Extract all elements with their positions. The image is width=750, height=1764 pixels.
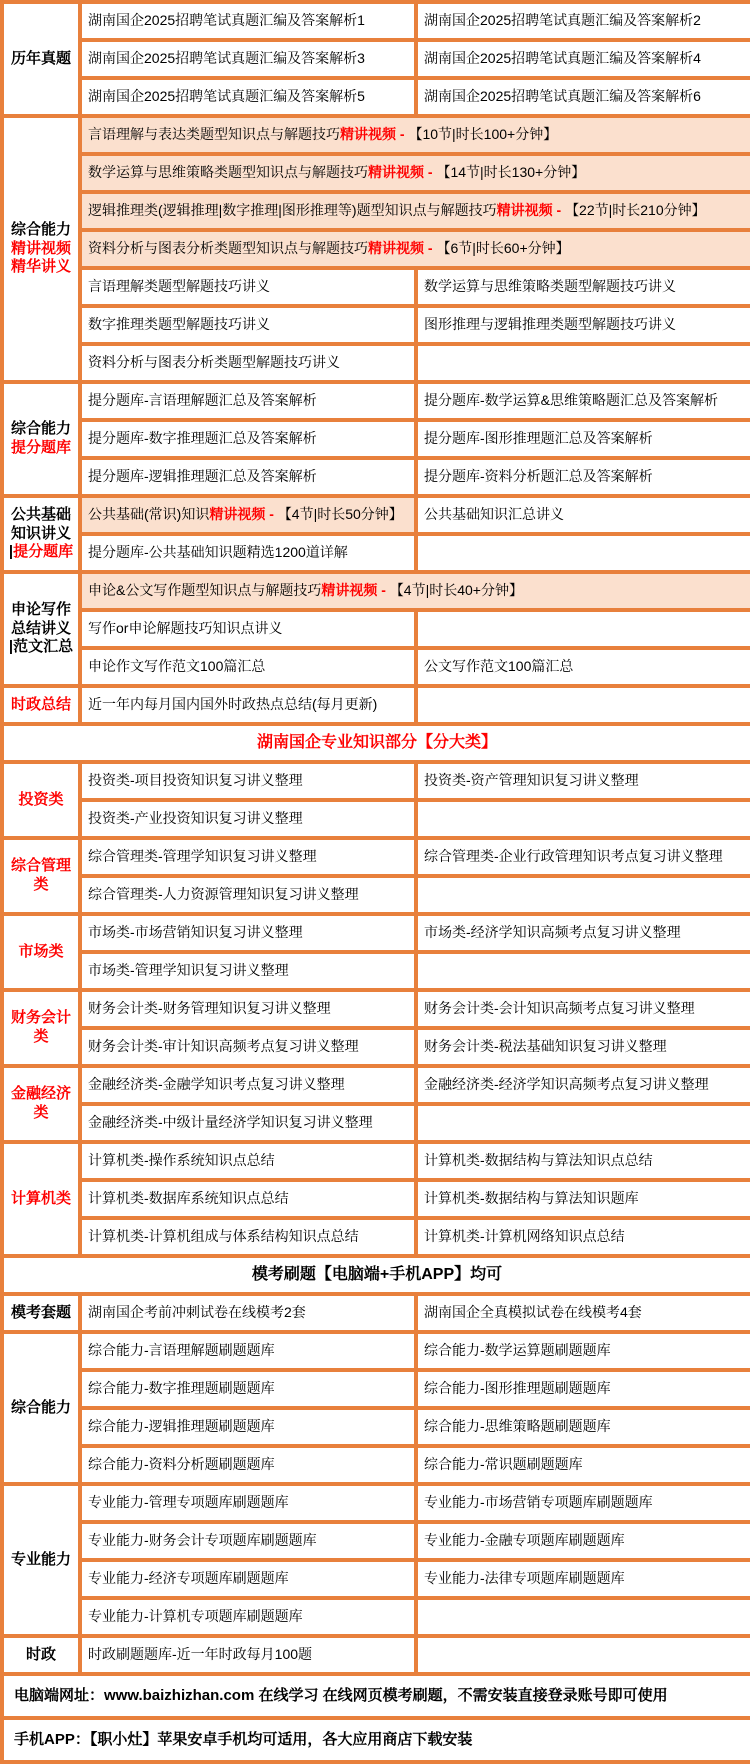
item-text: 模考刷题【电脑端+手机APP】均可 xyxy=(251,1266,503,1283)
highlighted-text: 综合管理类 xyxy=(10,857,71,893)
item-text: 专业能力 xyxy=(10,1550,71,1568)
course-item-cell xyxy=(80,572,750,610)
section-label-line xyxy=(6,221,76,240)
item-text: 综合能力-资料分析题刷题题库 xyxy=(88,1456,275,1473)
highlighted-text: 精讲视频 xyxy=(496,202,553,219)
table-row xyxy=(2,990,750,1028)
course-item-cell xyxy=(80,1484,416,1522)
course-item-cell xyxy=(80,1370,416,1408)
table-row xyxy=(2,1522,750,1560)
table-row xyxy=(2,230,750,268)
item-text: 综合管理类-人力资源管理知识复习讲义整理 xyxy=(88,886,359,903)
item-text: 计算机类-数据结构与算法知识点总结 xyxy=(424,1152,653,1169)
course-item-cell xyxy=(416,762,750,800)
course-item-cell xyxy=(416,914,750,952)
item-text: 历年真题 xyxy=(10,49,71,67)
highlighted-text: 时政总结 xyxy=(10,695,71,713)
item-text: 综合能力-数学运算题刷题题库 xyxy=(424,1342,611,1359)
item-text: 市场类-经济学知识高频考点复习讲义整理 xyxy=(424,924,681,941)
item-text: 计算机类-计算机网络知识点总结 xyxy=(424,1228,625,1245)
item-text: 提分题库-公共基础知识题精选1200道详解 xyxy=(88,544,348,561)
course-item-cell xyxy=(416,1522,750,1560)
course-item-cell xyxy=(416,990,750,1028)
highlighted-text: 市场类 xyxy=(18,942,64,960)
course-item-cell xyxy=(416,382,750,420)
course-item-cell xyxy=(80,268,416,306)
course-item-cell xyxy=(416,648,750,686)
table-row xyxy=(2,382,750,420)
section-label-past-papers xyxy=(2,2,80,116)
table-row xyxy=(2,268,750,306)
item-text: 专业能力-财务会计专项题库刷题题库 xyxy=(88,1532,317,1549)
course-item-cell xyxy=(80,116,750,154)
section-label-line xyxy=(6,1399,76,1418)
empty-cell xyxy=(416,1636,750,1674)
item-text: 【4节|时长40+分钟】 xyxy=(389,582,523,599)
item-text: 专业能力-市场营销专项题库刷题题库 xyxy=(424,1494,653,1511)
course-item-cell xyxy=(80,1332,416,1370)
table-row xyxy=(2,116,750,154)
course-item-cell xyxy=(80,876,416,914)
course-table-body xyxy=(2,2,750,1762)
item-text: 提分题库-言语理解题汇总及答案解析 xyxy=(88,392,317,409)
item-text: 湖南国企2025招聘笔试真题汇编及答案解析6 xyxy=(424,88,701,105)
table-row xyxy=(2,1446,750,1484)
course-item-cell xyxy=(80,1104,416,1142)
section-label-line xyxy=(6,1551,76,1570)
item-text: 公共基础知识汇总讲义 xyxy=(424,506,564,523)
table-row xyxy=(2,1256,750,1294)
course-item-cell xyxy=(80,1598,416,1636)
highlighted-text: 精华讲义 xyxy=(10,258,71,276)
item-text: 数字推理类题型解题技巧讲义 xyxy=(88,316,270,333)
item-text: 综合管理类-管理学知识复习讲义整理 xyxy=(88,848,317,865)
course-item-cell xyxy=(80,1142,416,1180)
table-row xyxy=(2,1294,750,1332)
section-label-line xyxy=(6,420,76,439)
course-item-cell xyxy=(416,420,750,458)
table-row xyxy=(2,572,750,610)
item-text: 数学运算与思维策略类题型解题技巧讲义 xyxy=(424,278,676,295)
course-item-cell xyxy=(416,1484,750,1522)
table-row xyxy=(2,1028,750,1066)
item-text: 专业能力-经济专项题库刷题题库 xyxy=(88,1570,289,1587)
item-text: 综合能力-言语理解题刷题题库 xyxy=(88,1342,275,1359)
item-text: 综合能力 xyxy=(10,420,71,438)
section-label-mock-exam-sets xyxy=(2,1294,80,1332)
item-text: 数学运算与思维策略类题型知识点与解题技巧 xyxy=(88,164,368,181)
section-label-line xyxy=(6,543,76,562)
section-label-line xyxy=(6,506,76,525)
section-label-line xyxy=(6,525,76,544)
item-text: 综合能力-图形推理题刷题题库 xyxy=(424,1380,611,1397)
table-row xyxy=(2,154,750,192)
highlighted-text: 精讲视频 xyxy=(10,239,71,257)
highlighted-text: 计算机类 xyxy=(10,1189,71,1207)
item-text: 市场类-市场营销知识复习讲义整理 xyxy=(88,924,303,941)
empty-cell xyxy=(416,952,750,990)
course-item-cell xyxy=(416,1332,750,1370)
course-item-cell xyxy=(416,1408,750,1446)
item-text: 资料分析与图表分析类题型知识点与解题技巧 xyxy=(88,240,368,257)
course-item-cell xyxy=(416,1446,750,1484)
table-row xyxy=(2,800,750,838)
course-item-cell xyxy=(80,686,416,724)
course-item-cell xyxy=(416,1218,750,1256)
course-item-cell xyxy=(80,648,416,686)
empty-cell xyxy=(416,1104,750,1142)
highlighted-text: 精讲视频 xyxy=(368,164,424,181)
section-label-finance-economics-category xyxy=(2,1066,80,1142)
table-row xyxy=(2,306,750,344)
table-row xyxy=(2,534,750,572)
table-row xyxy=(2,1218,750,1256)
course-item-cell xyxy=(80,2,416,40)
item-text: 逻辑推理类(逻辑推理|数字推理|图形推理等)题型知识点与解题技巧 xyxy=(88,202,497,219)
section-label-line xyxy=(6,620,76,639)
item-text: 计算机类-操作系统知识点总结 xyxy=(88,1152,275,1169)
item-text: 【14节|时长130+分钟】 xyxy=(436,164,586,181)
table-row xyxy=(2,838,750,876)
section-label-line xyxy=(6,1190,76,1209)
item-text: 公文写作范文100篇汇总 xyxy=(424,658,574,675)
empty-cell xyxy=(416,344,750,382)
course-item-cell xyxy=(80,1218,416,1256)
course-item-cell xyxy=(416,1180,750,1218)
course-item-cell xyxy=(80,344,416,382)
course-item-cell xyxy=(80,306,416,344)
section-label-public-basics xyxy=(2,496,80,572)
item-text: 言语理解与表达类题型知识点与解题技巧 xyxy=(88,126,340,143)
section-label-line xyxy=(6,50,76,69)
item-text: 【4节|时长50分钟】 xyxy=(277,506,403,523)
item-text: 湖南国企2025招聘笔试真题汇编及答案解析5 xyxy=(88,88,365,105)
item-text: 提分题库-数字推理题汇总及答案解析 xyxy=(88,430,317,447)
highlighted-text: 精讲视频 xyxy=(368,240,424,257)
section-label-professional-drill-bank xyxy=(2,1484,80,1636)
course-item-cell xyxy=(416,1560,750,1598)
item-text: 综合能力-逻辑推理题刷题题库 xyxy=(88,1418,275,1435)
item-text: 财务会计类-会计知识高频考点复习讲义整理 xyxy=(424,1000,695,1017)
course-item-cell xyxy=(80,1294,416,1332)
section-label-line xyxy=(6,696,76,715)
item-text: 湖南国企全真模拟试卷在线模考4套 xyxy=(424,1304,642,1321)
item-text: 言语理解类题型解题技巧讲义 xyxy=(88,278,270,295)
table-row xyxy=(2,1332,750,1370)
item-text: 时政 xyxy=(25,1645,56,1663)
item-text: 投资类-产业投资知识复习讲义整理 xyxy=(88,810,303,827)
table-row xyxy=(2,1718,750,1762)
table-row xyxy=(2,78,750,116)
course-item-cell xyxy=(416,1066,750,1104)
course-item-cell xyxy=(416,1028,750,1066)
empty-cell xyxy=(416,800,750,838)
item-text: 提分题库-图形推理题汇总及答案解析 xyxy=(424,430,653,447)
table-row xyxy=(2,2,750,40)
section-label-line xyxy=(6,1009,76,1047)
course-item-cell xyxy=(80,78,416,116)
item-text: 湖南国企2025招聘笔试真题汇编及答案解析4 xyxy=(424,50,701,67)
item-text: 投资类-资产管理知识复习讲义整理 xyxy=(424,772,639,789)
item-text: 湖南国企2025招聘笔试真题汇编及答案解析2 xyxy=(424,12,701,29)
item-text: 财务会计类-财务管理知识复习讲义整理 xyxy=(88,1000,331,1017)
section-label-line xyxy=(6,638,76,657)
highlighted-text: - xyxy=(424,164,437,181)
course-item-cell xyxy=(80,762,416,800)
item-text: 投资类-项目投资知识复习讲义整理 xyxy=(88,772,303,789)
course-item-cell xyxy=(416,496,750,534)
course-item-cell xyxy=(416,838,750,876)
section-label-essay-writing xyxy=(2,572,80,686)
course-item-cell xyxy=(80,192,750,230)
section-label-computer-category xyxy=(2,1142,80,1256)
course-item-cell xyxy=(80,914,416,952)
course-item-cell xyxy=(80,382,416,420)
course-item-cell xyxy=(80,952,416,990)
item-text: 时政刷题题库-近一年时政每月100题 xyxy=(88,1646,313,1663)
item-text: 湖南国企考前冲刺试卷在线模考2套 xyxy=(88,1304,306,1321)
table-row xyxy=(2,914,750,952)
item-text: 公共基础(常识)知识 xyxy=(88,506,210,523)
table-row xyxy=(2,952,750,990)
table-row xyxy=(2,762,750,800)
item-text: 专业能力-金融专项题库刷题题库 xyxy=(424,1532,625,1549)
item-text: 知识讲义 xyxy=(10,524,71,542)
table-row xyxy=(2,1598,750,1636)
course-item-cell xyxy=(80,990,416,1028)
table-row xyxy=(2,648,750,686)
item-text: 近一年内每月国内国外时政热点总结(每月更新) xyxy=(88,696,378,713)
item-text: 专业能力-计算机专项题库刷题题库 xyxy=(88,1608,303,1625)
course-item-cell xyxy=(80,154,750,192)
section-label-line xyxy=(6,857,76,895)
highlighted-text: - xyxy=(396,126,409,143)
item-text: 手机APP：【职小灶】苹果安卓手机均可适用，各大应用商店下载安装 xyxy=(14,1730,473,1748)
course-item-cell xyxy=(416,2,750,40)
section-label-market-category xyxy=(2,914,80,990)
course-item-cell xyxy=(416,458,750,496)
section-label-line xyxy=(6,601,76,620)
course-item-cell xyxy=(80,496,416,534)
item-text: 申论作文写作范文100篇汇总 xyxy=(88,658,266,675)
mobile-app-note xyxy=(2,1718,750,1762)
table-row xyxy=(2,1408,750,1446)
table-row xyxy=(2,458,750,496)
highlighted-text: 金融经济类 xyxy=(10,1085,71,1121)
course-item-cell xyxy=(416,1294,750,1332)
course-item-cell xyxy=(416,306,750,344)
section-label-line xyxy=(6,1085,76,1123)
item-text: 财务会计类-审计知识高频考点复习讲义整理 xyxy=(88,1038,359,1055)
table-row xyxy=(2,40,750,78)
course-item-cell xyxy=(80,420,416,458)
empty-cell xyxy=(416,1598,750,1636)
section-label-line xyxy=(6,258,76,277)
item-text: 提分题库-逻辑推理题汇总及答案解析 xyxy=(88,468,317,485)
item-text: 【22节|时长210分钟】 xyxy=(565,202,706,219)
item-text: 综合能力-思维策略题刷题题库 xyxy=(424,1418,611,1435)
item-text: 综合能力 xyxy=(10,220,71,238)
item-text: 专业能力-法律专项题库刷题题库 xyxy=(424,1570,625,1587)
section-label-comprehensive-video-lectures xyxy=(2,116,80,382)
course-item-cell xyxy=(80,458,416,496)
item-text: 湖南国企2025招聘笔试真题汇编及答案解析3 xyxy=(88,50,365,67)
section-label-finance-accounting-category xyxy=(2,990,80,1066)
item-text: 综合能力 xyxy=(10,1398,71,1416)
table-row xyxy=(2,1636,750,1674)
table-row xyxy=(2,420,750,458)
table-row xyxy=(2,1104,750,1142)
item-text: 写作or申论解题技巧知识点讲义 xyxy=(88,620,283,637)
course-item-cell xyxy=(80,1522,416,1560)
section-label-line xyxy=(6,439,76,458)
course-item-cell xyxy=(80,534,416,572)
course-item-cell xyxy=(80,1180,416,1218)
empty-cell xyxy=(416,534,750,572)
professional-knowledge-banner xyxy=(2,724,750,762)
section-label-investment-category xyxy=(2,762,80,838)
item-text: 模考套题 xyxy=(10,1303,71,1321)
item-text: 专业能力-管理专项题库刷题题库 xyxy=(88,1494,289,1511)
course-item-cell xyxy=(416,1142,750,1180)
section-label-line xyxy=(6,791,76,810)
course-item-cell xyxy=(80,40,416,78)
highlighted-text: 投资类 xyxy=(18,790,64,808)
item-text: |范文汇总 xyxy=(8,638,74,656)
item-text: 综合能力-常识题刷题题库 xyxy=(424,1456,583,1473)
pc-website-note xyxy=(2,1674,750,1718)
item-text: 湖南国企2025招聘笔试真题汇编及答案解析1 xyxy=(88,12,365,29)
course-item-cell xyxy=(80,230,750,268)
highlighted-text: 湖南国企专业知识部分【分大类】 xyxy=(256,734,497,751)
course-item-cell xyxy=(80,1560,416,1598)
item-text: 财务会计类-税法基础知识复习讲义整理 xyxy=(424,1038,667,1055)
item-text: 计算机类-计算机组成与体系结构知识点总结 xyxy=(88,1228,359,1245)
table-row xyxy=(2,496,750,534)
item-text: 计算机类-数据结构与算法知识题库 xyxy=(424,1190,639,1207)
table-row xyxy=(2,1180,750,1218)
item-text: 提分题库-资料分析题汇总及答案解析 xyxy=(424,468,653,485)
empty-cell xyxy=(416,686,750,724)
item-text: 图形推理与逻辑推理类题型解题技巧讲义 xyxy=(424,316,676,333)
highlighted-text: - xyxy=(265,506,278,523)
table-row xyxy=(2,686,750,724)
item-text: 市场类-管理学知识复习讲义整理 xyxy=(88,962,289,979)
item-text: 综合能力-数字推理题刷题题库 xyxy=(88,1380,275,1397)
table-row xyxy=(2,344,750,382)
course-item-cell xyxy=(80,1446,416,1484)
course-item-cell xyxy=(80,1066,416,1104)
item-text: 金融经济类-经济学知识高频考点复习讲义整理 xyxy=(424,1076,709,1093)
course-item-cell xyxy=(80,838,416,876)
section-label-current-affairs-drill xyxy=(2,1636,80,1674)
course-item-cell xyxy=(416,268,750,306)
course-item-cell xyxy=(80,1028,416,1066)
section-label-line xyxy=(6,240,76,259)
course-item-cell xyxy=(416,78,750,116)
empty-cell xyxy=(416,876,750,914)
item-text: 【6节|时长60+分钟】 xyxy=(436,240,570,257)
item-text: 计算机类-数据库系统知识点总结 xyxy=(88,1190,289,1207)
section-label-general-management-category xyxy=(2,838,80,914)
highlighted-text: - xyxy=(424,240,437,257)
course-item-cell xyxy=(416,1370,750,1408)
item-text: 总结讲义 xyxy=(10,619,71,637)
course-item-cell xyxy=(80,800,416,838)
item-text: 公共基础 xyxy=(10,505,71,523)
table-row xyxy=(2,1484,750,1522)
table-row xyxy=(2,1560,750,1598)
table-row xyxy=(2,192,750,230)
item-text: 电脑端网址：www.baizhizhan.com 在线学习 在线网页模考刷题，不需安装直接登录账号即可使用 xyxy=(14,1686,668,1704)
course-item-cell xyxy=(80,610,416,648)
highlighted-text: - xyxy=(552,202,566,219)
item-text: | xyxy=(8,543,14,561)
table-row xyxy=(2,1142,750,1180)
table-row xyxy=(2,610,750,648)
section-label-comprehensive-question-bank xyxy=(2,382,80,496)
item-text: 综合管理类-企业行政管理知识考点复习讲义整理 xyxy=(424,848,723,865)
highlighted-text: 精讲视频 xyxy=(340,126,396,143)
item-text: 申论写作 xyxy=(10,600,71,618)
highlighted-text: 提分题库 xyxy=(13,543,74,561)
item-text: 金融经济类-金融学知识考点复习讲义整理 xyxy=(88,1076,345,1093)
course-item-cell xyxy=(80,1636,416,1674)
item-text: 金融经济类-中级计量经济学知识复习讲义整理 xyxy=(88,1114,373,1131)
section-label-line xyxy=(6,1646,76,1665)
item-text: 申论&公文写作题型知识点与解题技巧 xyxy=(88,582,322,599)
item-text: 【10节|时长100+分钟】 xyxy=(408,126,558,143)
table-row xyxy=(2,1370,750,1408)
highlighted-text: 精讲视频 xyxy=(209,506,266,523)
table-row xyxy=(2,1066,750,1104)
highlighted-text: 财务会计类 xyxy=(10,1009,71,1045)
highlighted-text: - xyxy=(377,582,390,599)
course-item-cell xyxy=(416,40,750,78)
course-item-cell xyxy=(80,1408,416,1446)
table-row xyxy=(2,876,750,914)
section-label-comprehensive-drill-bank xyxy=(2,1332,80,1484)
section-label-line xyxy=(6,943,76,962)
item-text: 提分题库-数学运算&思维策略题汇总及答案解析 xyxy=(424,392,718,409)
highlighted-text: 精讲视频 xyxy=(321,582,378,599)
highlighted-text: 提分题库 xyxy=(10,439,71,456)
mock-exam-banner xyxy=(2,1256,750,1294)
item-text: 资料分析与图表分析类题型解题技巧讲义 xyxy=(88,354,340,371)
table-row xyxy=(2,724,750,762)
table-row xyxy=(2,1674,750,1718)
empty-cell xyxy=(416,610,750,648)
section-label-current-affairs-summary xyxy=(2,686,80,724)
section-label-line xyxy=(6,1304,76,1323)
